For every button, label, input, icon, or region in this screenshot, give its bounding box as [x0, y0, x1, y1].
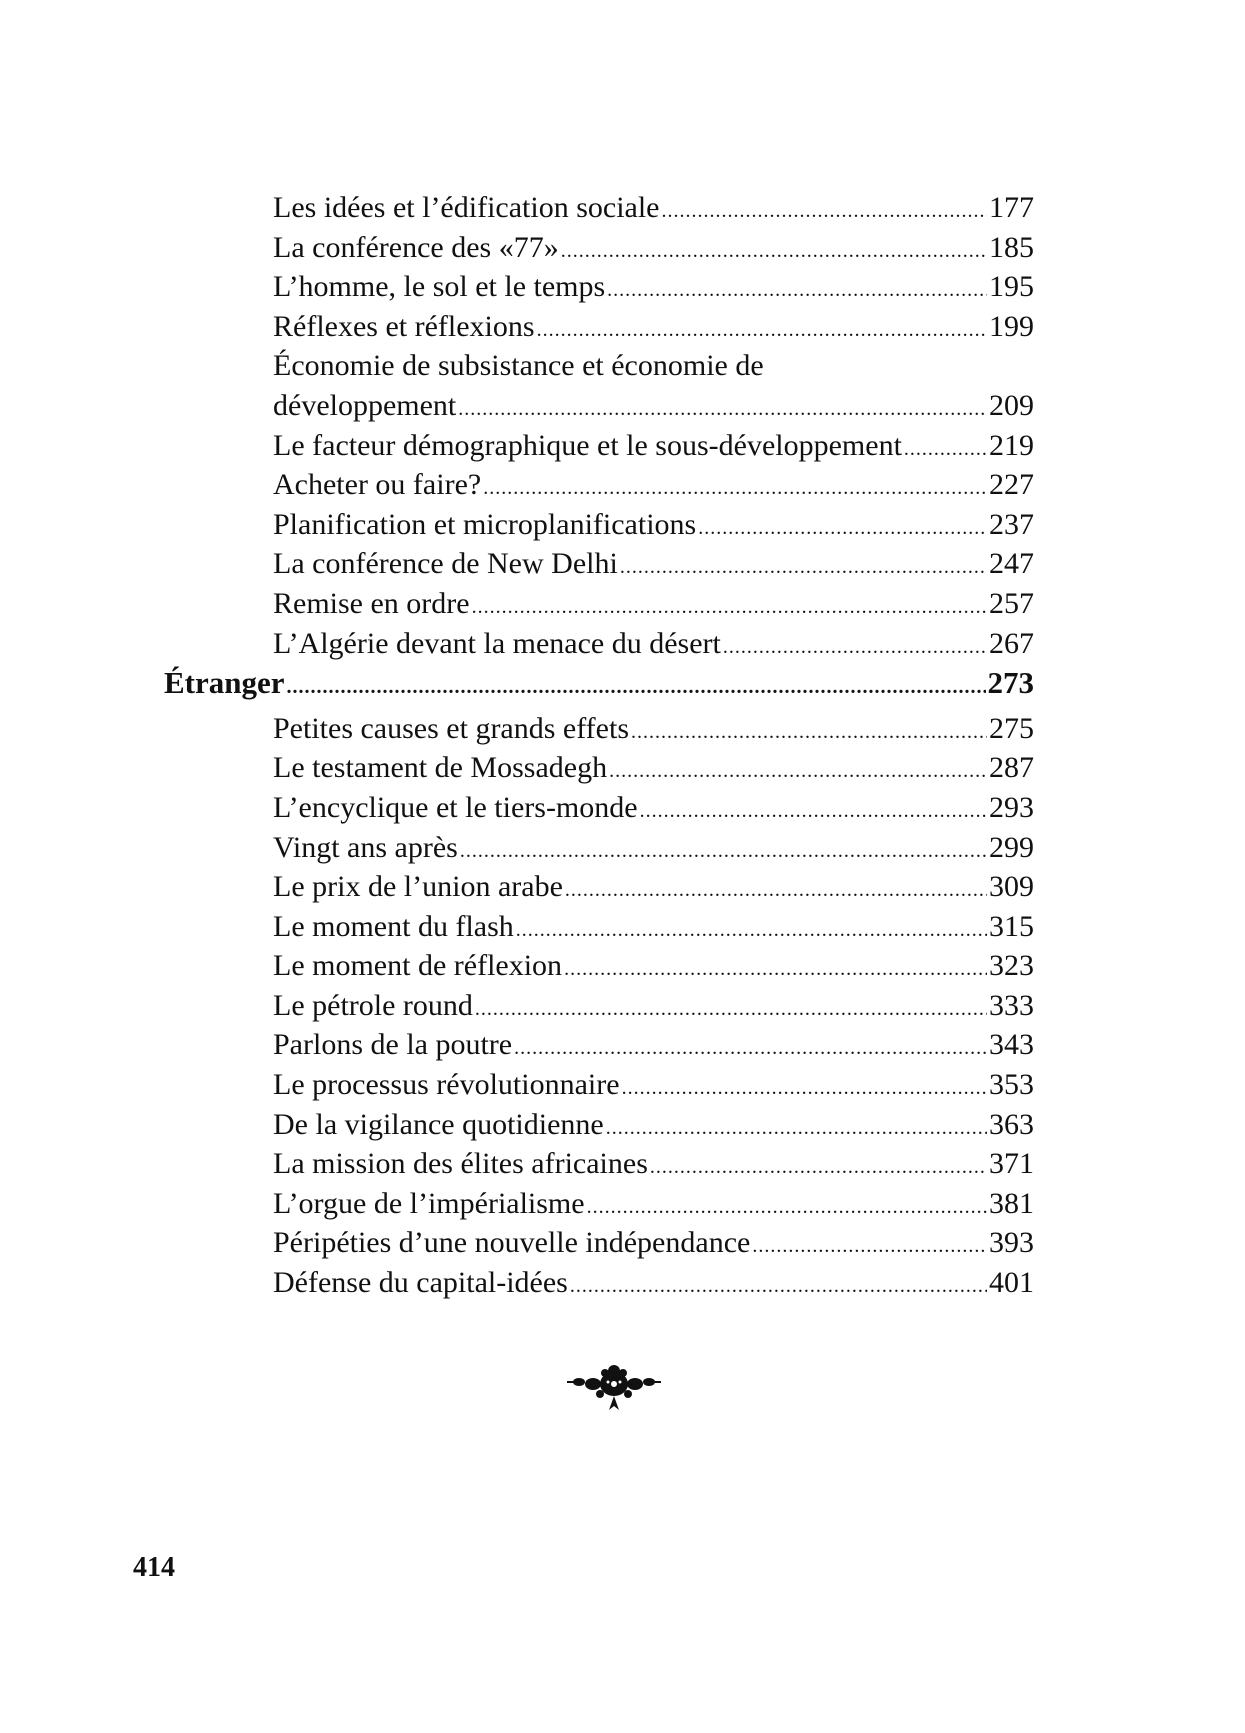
dot-leader — [570, 1267, 987, 1303]
entry-title: L’encyclique et le tiers-monde — [273, 790, 638, 824]
entry-page: 299 — [989, 830, 1034, 864]
entry-page: 199 — [989, 309, 1034, 343]
floral-ornament-icon — [565, 1362, 663, 1414]
toc-section-heading — [164, 663, 1034, 703]
entry-title: Défense du capital-idées — [273, 1266, 568, 1300]
dot-leader — [561, 232, 987, 268]
toc-entry — [164, 465, 1034, 505]
entry-page: 195 — [989, 270, 1034, 304]
toc-entry — [164, 709, 1034, 749]
entry-page: 363 — [989, 1107, 1034, 1141]
toc-entry-continued — [164, 386, 1034, 426]
toc-entry — [164, 748, 1034, 788]
entry-page: 257 — [989, 586, 1034, 620]
dot-leader — [564, 950, 987, 986]
toc-entry — [164, 624, 1034, 664]
entry-page: 333 — [989, 988, 1034, 1022]
entry-page: 247 — [989, 547, 1034, 581]
toc-entry — [164, 788, 1034, 828]
dot-leader — [609, 752, 987, 788]
dot-leader — [483, 469, 987, 505]
entry-title: Parlons de la poutre — [273, 1028, 513, 1062]
toc-entry — [164, 946, 1034, 986]
entry-page: 293 — [989, 790, 1034, 824]
entry-title: Les idées et l’édification sociale — [273, 191, 660, 224]
toc-entry — [164, 307, 1034, 347]
entry-title: Le processus révolutionnaire — [273, 1068, 620, 1102]
dot-leader — [537, 311, 987, 347]
entry-title: Le moment de réflexion — [273, 949, 563, 983]
dot-leader — [640, 792, 987, 828]
toc-entry — [164, 828, 1034, 868]
dot-leader — [698, 509, 987, 545]
entry-title: La conférence de New Delhi — [273, 547, 618, 581]
dot-leader — [723, 628, 987, 664]
entry-title: Le moment du flash — [273, 909, 514, 943]
toc-entry — [164, 986, 1034, 1026]
dot-leader — [631, 713, 987, 749]
entry-title: Péripéties d’une nouvelle indépendance — [273, 1226, 751, 1260]
entry-title: De la vigilance quotidienne — [273, 1107, 604, 1141]
entry-page: 353 — [989, 1068, 1034, 1102]
entry-page: 381 — [989, 1186, 1034, 1220]
toc-entry — [164, 584, 1034, 624]
toc-entry — [164, 426, 1034, 466]
toc-entry — [164, 1065, 1034, 1105]
entry-page: 275 — [989, 711, 1034, 745]
entry-page: 209 — [989, 388, 1034, 422]
entry-title: Étranger — [164, 665, 285, 701]
dot-leader — [565, 871, 987, 907]
entry-title: Vingt ans après — [273, 830, 458, 864]
dot-leader — [475, 990, 987, 1026]
dot-leader — [458, 390, 987, 426]
toc-entry — [164, 505, 1034, 545]
entry-title: Le pétrole round — [273, 988, 473, 1022]
toc-entry — [164, 228, 1034, 268]
toc-entry — [164, 1105, 1034, 1145]
dot-leader — [904, 430, 987, 466]
table-of-contents — [164, 188, 1034, 1303]
entry-title: Réflexes et réflexions — [273, 309, 535, 343]
dot-leader — [622, 1069, 987, 1105]
dot-leader — [607, 271, 987, 307]
entry-page: 343 — [989, 1028, 1034, 1062]
entry-title: L’homme, le sol et le temps — [273, 270, 606, 304]
entry-title: L’orgue de l’impérialisme — [273, 1186, 585, 1220]
entry-title: Le facteur démographique et le sous-développement — [273, 428, 902, 462]
dot-leader — [650, 1148, 987, 1184]
entry-title: Remise en ordre — [273, 586, 470, 620]
entry-title: La mission des élites africaines — [273, 1147, 648, 1181]
entry-page: 185 — [989, 230, 1034, 264]
entry-page: 227 — [989, 468, 1034, 502]
dot-leader — [662, 192, 988, 228]
toc-entry — [164, 346, 1034, 386]
toc-entry — [164, 544, 1034, 584]
dot-leader — [460, 832, 987, 868]
toc-entry — [164, 1025, 1034, 1065]
dot-leader — [587, 1188, 987, 1224]
entry-page: 323 — [989, 949, 1034, 983]
entry-page: 267 — [989, 626, 1034, 660]
dot-leader — [514, 1029, 987, 1065]
toc-entry — [164, 867, 1034, 907]
entry-title: Économie de subsistance et économie de — [273, 349, 764, 383]
entry-title: développement — [273, 388, 457, 422]
entry-title: Le testament de Mossadegh — [273, 751, 608, 785]
dot-leader — [606, 1109, 987, 1145]
dot-leader — [620, 548, 987, 584]
entry-page: 219 — [989, 428, 1034, 462]
entry-title: L’Algérie devant la menace du désert — [273, 626, 721, 660]
entry-page: 393 — [989, 1226, 1034, 1260]
entry-title: Acheter ou faire? — [273, 468, 482, 502]
entry-page: 177 — [989, 191, 1034, 224]
toc-entry — [164, 1263, 1034, 1303]
toc-entry — [164, 1144, 1034, 1184]
entry-page: 315 — [989, 909, 1034, 943]
toc-entry — [164, 267, 1034, 307]
page-number: 414 — [133, 1552, 175, 1583]
toc-entry — [164, 1184, 1034, 1224]
entry-page: 237 — [989, 507, 1034, 541]
toc-entry — [164, 1223, 1034, 1263]
entry-page: 287 — [989, 751, 1034, 785]
entry-title: Planification et microplanifications — [273, 507, 697, 541]
entry-title: La conférence des «77» — [273, 230, 559, 264]
entry-page: 371 — [989, 1147, 1034, 1181]
dot-leader — [516, 911, 987, 947]
entry-page: 309 — [989, 870, 1034, 904]
dot-leader — [287, 668, 986, 703]
toc-entry — [164, 907, 1034, 947]
entry-title: Le prix de l’union arabe — [273, 870, 563, 904]
entry-page: 401 — [989, 1266, 1034, 1300]
entry-title: Petites causes et grands effets — [273, 711, 630, 745]
entry-page: 273 — [987, 665, 1034, 701]
dot-leader — [472, 588, 987, 624]
toc-entry — [164, 188, 1034, 228]
dot-leader — [752, 1227, 987, 1263]
